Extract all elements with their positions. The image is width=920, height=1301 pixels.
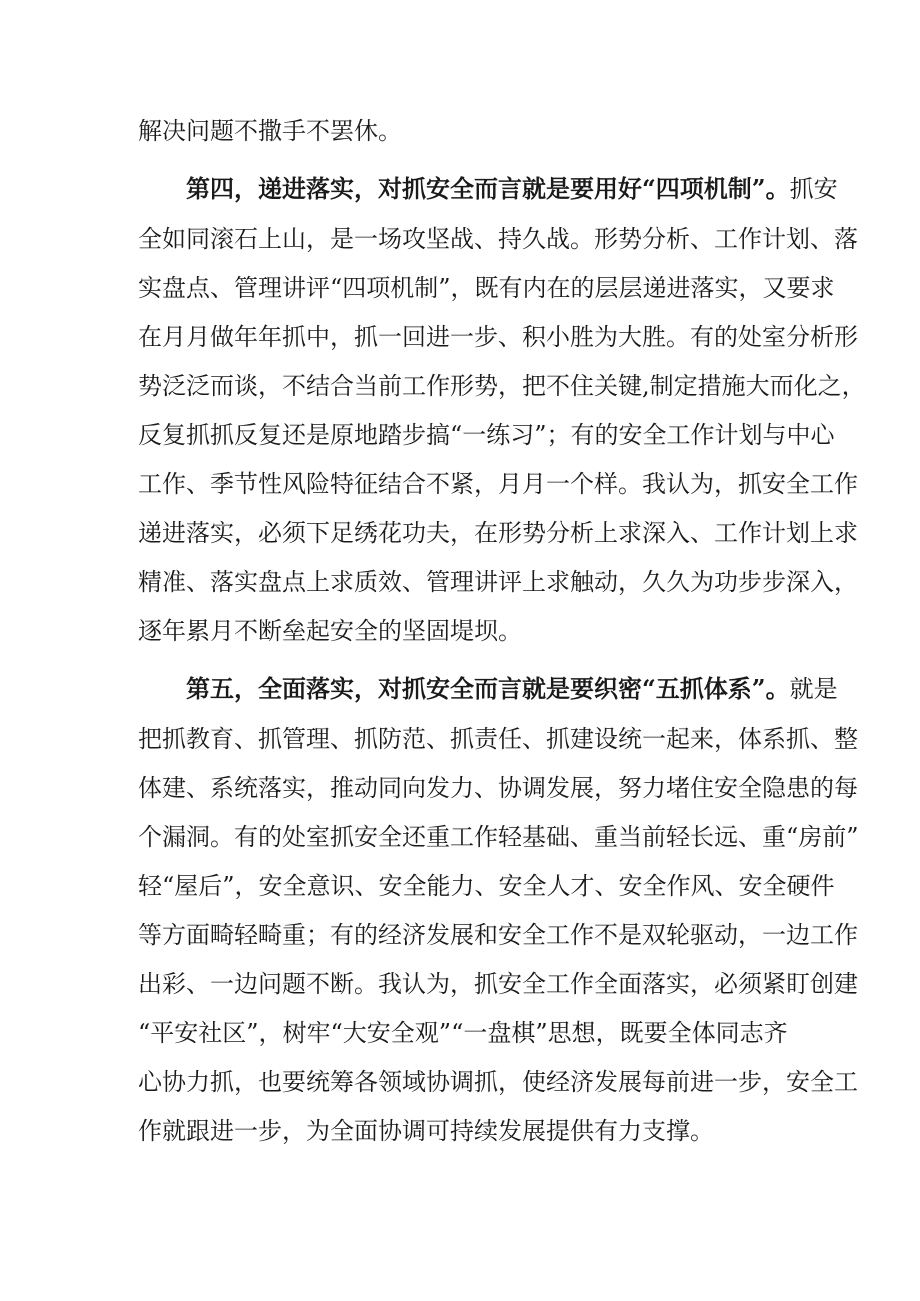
line-text: 逐年累月不断垒起安全的坚固堤坝。 [138,617,522,645]
line-text: 心协力抓，也要统筹各领域协调抓，使经济发展每前进一步，安全工 [138,1068,858,1096]
paragraph-5-line-1 [186,671,838,707]
paragraph-5-heading: 第五，全面落实，对抓安全而言就是要织密“五抓体系”。 [186,674,790,703]
line-text: 等方面畸轻畸重；有的经济发展和安全工作不是双轮驱动，一边工作 [138,921,858,949]
line-text: 把抓教育、抓管理、抓防范、抓责任、抓建设统一起来，体系抓、整 [138,725,858,753]
line-text: 势泛泛而谈，不结合当前工作形势，把不住关键,制定措施大而化之， [138,372,866,400]
line-text: “平安社区”，树牢“大安全观”“一盘棋”思想，既要全体同志齐 [138,1019,788,1047]
paragraph-5-line-5 [138,868,835,904]
line-text: 抓安 [789,175,838,203]
line-text: 作就跟进一步，为全面协调可持续发展提供有力支撑。 [138,1117,714,1145]
paragraph-4-line-9 [138,564,858,600]
paragraph-4-line-8 [138,515,858,551]
line-text: 就是 [789,675,838,703]
line-text: 在月月做年年抓中，抓一回进一步、积小胜为大胜。有的处室分析形 [138,323,858,351]
paragraph-4-line-6 [138,417,835,453]
line-text: 出彩、一边问题不断。我认为，抓安全工作全面落实，必须紧盯创建 [138,970,858,998]
line-text: 轻“屋后”，安全意识、安全能力、安全人才、安全作风、安全硬件 [138,872,835,900]
paragraph-4-heading: 第四，递进落实，对抓安全而言就是要用好“四项机制”。 [186,174,790,203]
paragraph-5-line-3 [138,770,858,806]
paragraph-4-line-3 [138,270,835,306]
line-text: 全如同滚石上山，是一场攻坚战、持久战。形势分析、工作计划、落 [138,225,858,253]
paragraph-4-line-2 [138,221,858,257]
paragraph-5-line-6 [138,917,858,953]
paragraph-5-line-2 [138,721,858,757]
paragraph-3-last-line [138,113,788,149]
paragraph-4-line-1 [186,171,838,207]
paragraph-4-line-7 [138,466,858,502]
line-text: 实盘点、管理讲评“四项机制”，既有内在的层层递进落实，又要求 [138,274,835,302]
paragraph-5-line-7 [138,966,858,1002]
paragraph-4-line-10 [138,613,788,649]
line-text: 精准、落实盘点上求质效、管理讲评上求触动，久久为功步步深入， [138,568,858,596]
paragraph-5-line-10 [138,1113,788,1149]
paragraph-4-line-4 [138,319,858,355]
line-text: 递进落实，必须下足绣花功夫，在形势分析上求深入、工作计划上求 [138,519,858,547]
line-text: 体建、系统落实，推动同向发力、协调发展，努力堵住安全隐患的每 [138,774,858,802]
line-text: 解决问题不撒手不罢休。 [138,117,402,145]
line-text: 反复抓抓反复还是原地踏步搞“一练习”；有的安全工作计划与中心 [138,421,835,449]
line-text: 工作、季节性风险特征结合不紧，月月一个样。我认为，抓安全工作 [138,470,858,498]
paragraph-5-line-8 [138,1015,788,1051]
paragraph-5-line-4 [138,819,859,855]
paragraph-4-line-5 [138,368,866,404]
line-text: 个漏洞。有的处室抓安全还重工作轻基础、重当前轻长远、重“房前” [138,823,859,851]
paragraph-5-line-9 [138,1064,858,1100]
